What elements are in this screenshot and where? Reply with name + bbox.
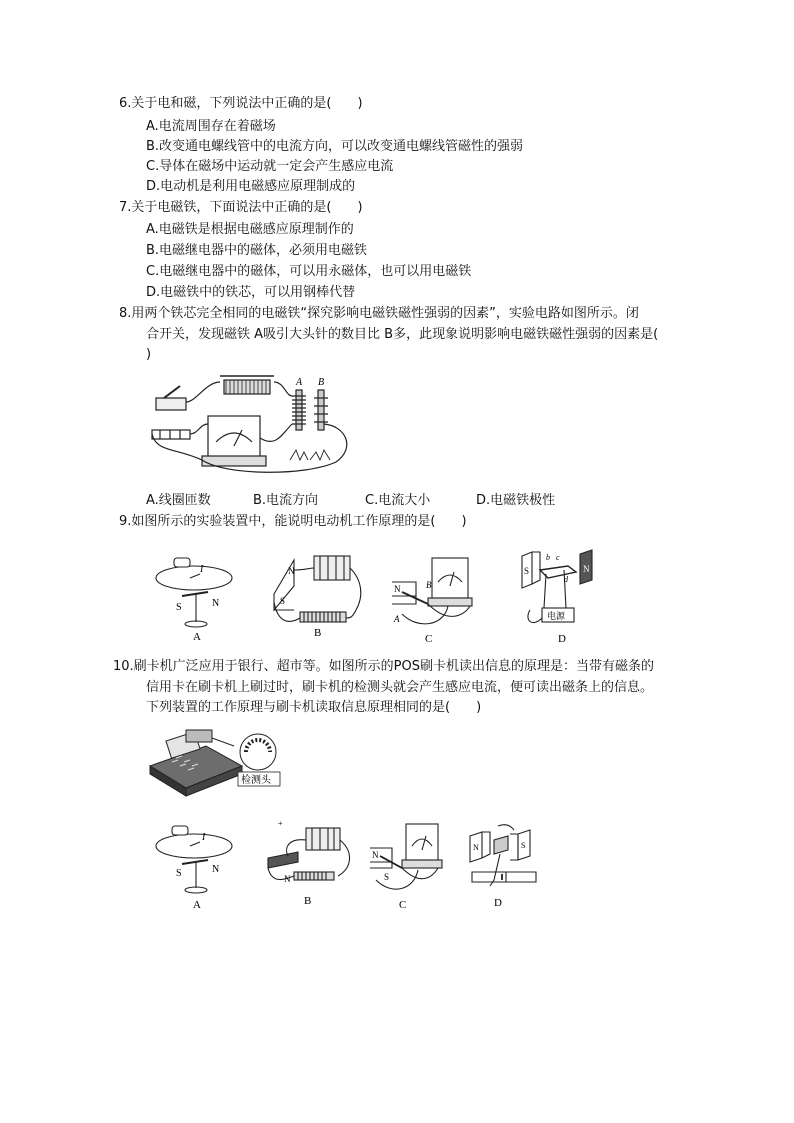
svg-text:c: c (556, 553, 560, 562)
svg-text:N: N (284, 874, 291, 884)
q6-option-c: C.导体在磁场中运动就一定会产生感应电流 (146, 159, 394, 174)
svg-text:S: S (176, 602, 182, 613)
q10-figure-c (366, 820, 446, 912)
q10-label-a: A (193, 899, 201, 911)
svg-text:N: N (473, 843, 479, 852)
svg-text:N: N (288, 566, 295, 576)
q9-label-a: A (193, 631, 201, 643)
svg-text:d: d (564, 575, 568, 584)
svg-text:S: S (521, 841, 526, 850)
q8-label-a: A (296, 377, 303, 388)
q10-figure-a (150, 818, 238, 912)
q9-label-c: C (425, 633, 433, 644)
q9-power-label: 电源 (547, 611, 566, 621)
svg-text:N: N (212, 598, 220, 609)
q9-stem: 9.如图所示的实验装置中，能说明电动机工作原理的是( ) (119, 514, 467, 529)
q6-stem: 6.关于电和磁，下列说法中正确的是( ) (119, 96, 363, 111)
svg-text:A: A (394, 614, 400, 624)
q10-figure-b (258, 818, 356, 912)
q10-detector-label: 检测头 (241, 775, 271, 786)
q9-figure-b (270, 550, 366, 644)
svg-text:+: + (278, 819, 283, 828)
q10-label-b: B (304, 895, 312, 907)
q8-option-a: A.线圈匝数 (146, 493, 211, 508)
svg-text:S: S (280, 596, 286, 606)
svg-text:N: N (372, 850, 379, 860)
q10-stem-line3: 下列装置的工作原理与刷卡机读取信息原理相同的是( ) (146, 700, 482, 715)
svg-text:N: N (394, 584, 401, 594)
q6-option-a: A.电流周围存在着磁场 (146, 119, 276, 134)
q7-option-d: D.电磁铁中的铁芯，可以用钢棒代替 (146, 285, 356, 300)
q10-label-d: D (494, 897, 502, 909)
q10-stem-line2: 信用卡在刷卡机上刷过时，刷卡机的检测头就会产生感应电流，便可读出磁条上的信息。 (146, 680, 654, 695)
q8-stem-line1: 8.用两个铁芯完全相同的电磁铁“探究影响电磁铁磁性强弱的因素”，实验电路如图所示。闭 (119, 306, 639, 321)
q8-stem-line3: ) (146, 347, 152, 362)
q10-pos-machine-figure (146, 722, 288, 800)
svg-text:I: I (202, 832, 206, 843)
q10-figure-d (464, 820, 546, 912)
q6-option-b: B.改变通电螺线管中的电流方向，可以改变通电螺线管磁性的强弱 (146, 139, 524, 154)
svg-text:S: S (176, 868, 182, 879)
svg-text:S: S (384, 872, 390, 882)
q8-circuit-figure (146, 368, 356, 476)
q9-label-b: B (314, 627, 322, 639)
q10-stem-line1: 10.刷卡机广泛应用于银行、超市等。如图所示的POS刷卡机读出信息的原理是：当带有磁条的 (113, 659, 654, 674)
q8-option-c: C.电流大小 (365, 493, 431, 508)
svg-text:N: N (212, 864, 220, 875)
q6-option-d: D.电动机是利用电磁感应原理制成的 (146, 179, 356, 194)
q9-figure-d (520, 548, 604, 644)
q9-figure-a (150, 548, 240, 644)
q7-option-b: B.电磁继电器中的磁体，必须用电磁铁 (146, 243, 368, 258)
q9-figure-c (388, 552, 478, 644)
q7-option-a: A.电磁铁是根据电磁感应原理制作的 (146, 222, 354, 237)
q7-stem: 7.关于电磁铁，下面说法中正确的是( ) (119, 200, 363, 215)
q9-label-d: D (558, 633, 566, 644)
q8-stem-line2: 合开关，发现磁铁 A吸引大头针的数目比 B多，此现象说明影响电磁铁磁性强弱的因素是( (146, 327, 659, 342)
svg-text:N: N (583, 564, 590, 574)
svg-text:B: B (426, 580, 432, 590)
q8-option-b: B.电流方向 (253, 493, 319, 508)
q7-option-c: C.电磁继电器中的磁体，可以用永磁体，也可以用电磁铁 (146, 264, 472, 279)
q8-option-d: D.电磁铁极性 (476, 493, 556, 508)
svg-text:I: I (200, 564, 204, 575)
q8-label-b: B (318, 377, 325, 388)
svg-text:b: b (546, 553, 550, 562)
q10-label-c: C (399, 899, 407, 911)
svg-text:S: S (524, 566, 530, 576)
